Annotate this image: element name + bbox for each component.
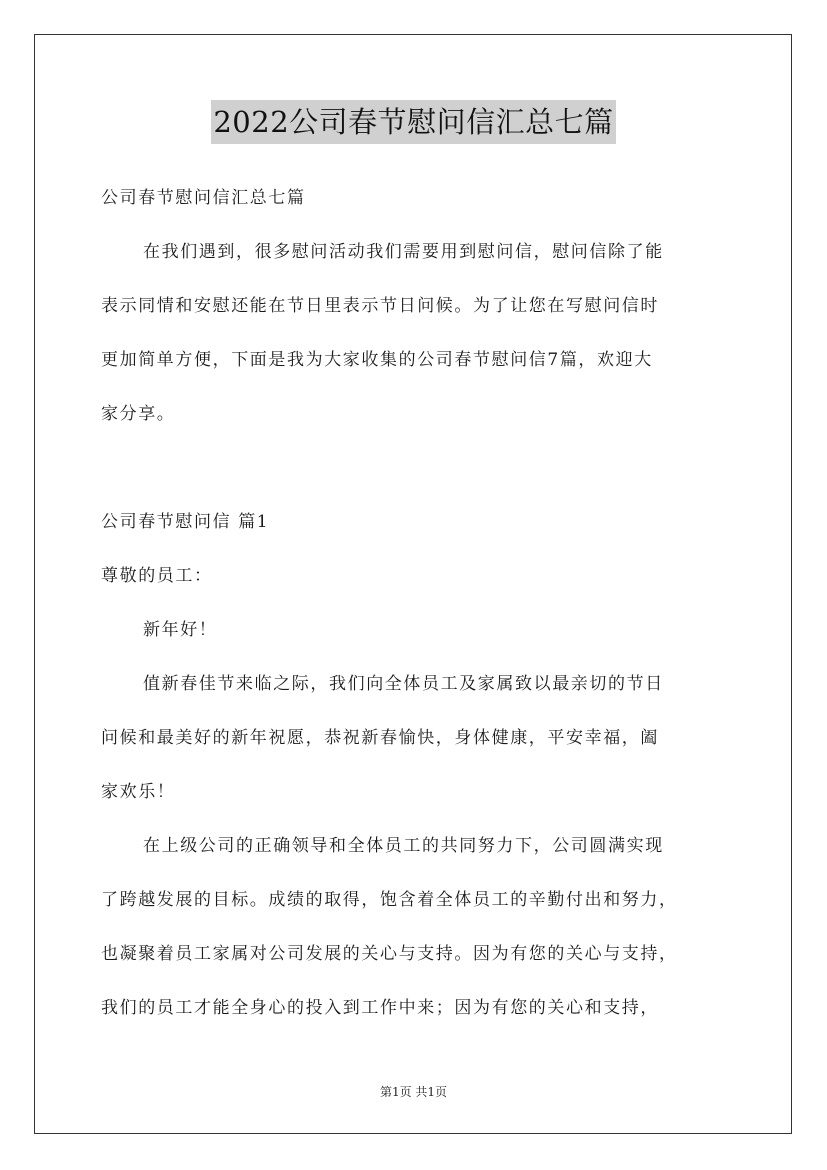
intro-line: 表示同情和安慰还能在节日里表示节日问候。为了让您在写慰问信时 bbox=[101, 296, 659, 316]
paragraph-line: 了跨越发展的目标。成绩的取得，饱含着全体员工的辛勤付出和努力， bbox=[101, 890, 678, 910]
paragraph-line: 问候和最美好的新年祝愿，恭祝新春愉快，身体健康，平安幸福，阖 bbox=[101, 728, 659, 748]
greeting: 新年好！ bbox=[143, 620, 218, 640]
title-container bbox=[0, 100, 827, 144]
intro-line: 家分享。 bbox=[101, 404, 176, 424]
blank-line bbox=[101, 441, 729, 495]
subtitle: 公司春节慰问信汇总七篇 bbox=[101, 188, 306, 208]
document-title: 2022公司春节慰问信汇总七篇 bbox=[211, 100, 615, 144]
intro-line: 在我们遇到，很多慰问活动我们需要用到慰问信，慰问信除了能 bbox=[143, 242, 664, 262]
paragraph-line: 在上级公司的正确领导和全体员工的共同努力下，公司圆满实现 bbox=[143, 836, 664, 856]
paragraph-line: 也凝聚着员工家属对公司发展的关心与支持。因为有您的关心与支持， bbox=[101, 944, 678, 964]
salutation: 尊敬的员工： bbox=[101, 566, 213, 586]
page-footer: 第1页 共1页 bbox=[379, 1085, 448, 1099]
paragraph-line: 家欢乐！ bbox=[101, 782, 176, 802]
paragraph-line: 值新春佳节来临之际，我们向全体员工及家属致以最亲切的节日 bbox=[143, 674, 664, 694]
section-heading: 公司春节慰问信 篇1 bbox=[101, 512, 270, 532]
paragraph-line: 我们的员工才能全身心的投入到工作中来；因为有您的关心和支持， bbox=[101, 998, 659, 1018]
document-body bbox=[101, 171, 729, 1035]
intro-line: 更加简单方便，下面是我为大家收集的公司春节慰问信7篇，欢迎大 bbox=[101, 350, 653, 370]
